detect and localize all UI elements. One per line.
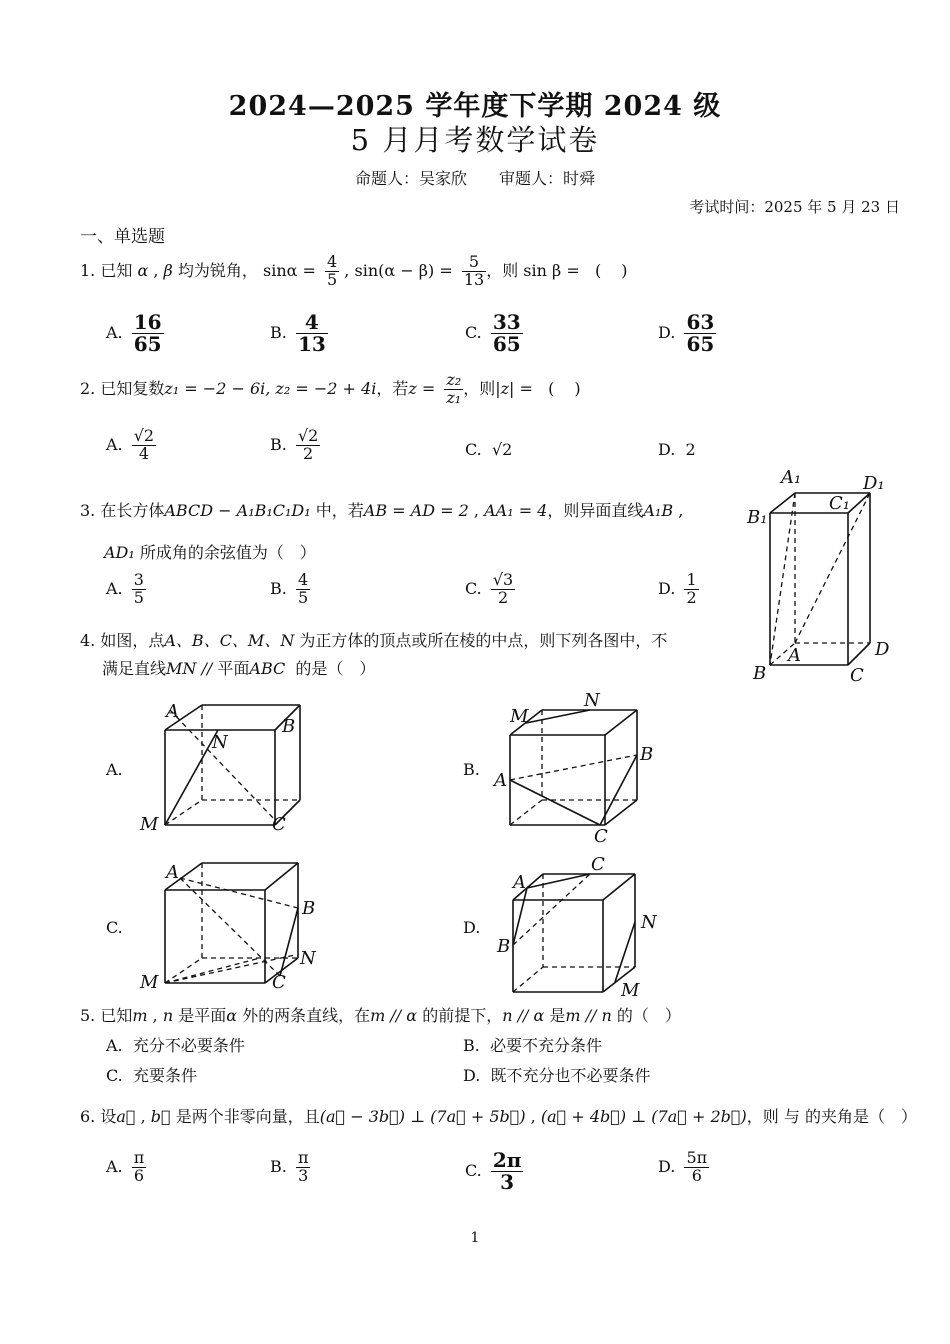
q4-figure-c [140, 858, 330, 998]
svg-text:N: N [584, 690, 600, 711]
svg-text:B: B [640, 744, 654, 765]
q4-option-a[interactable]: A. [106, 760, 123, 779]
label-C1: C₁ [829, 493, 850, 514]
q1-number: 1. [80, 260, 96, 280]
label-B: B [753, 663, 767, 684]
svg-text:C: C [591, 854, 605, 875]
q4-option-b[interactable]: B. [463, 760, 480, 779]
q5-option-b[interactable]: B. 必要不充分条件 [463, 1036, 603, 1055]
question-5: 5. 已知m , n 是平面α 外的两条直线，在m // α 的前提下，n // α 是m // n 的（ ） [80, 1006, 681, 1025]
q5-option-a[interactable]: A. 充分不必要条件 [106, 1036, 245, 1055]
q1-sin-alpha: sinα = [263, 260, 316, 280]
section-title: 一、单选题 [80, 227, 165, 247]
q1-stem-c: ，则 [486, 260, 519, 280]
label-D: D [875, 639, 890, 660]
svg-text:M: M [140, 972, 159, 993]
svg-text:M: M [510, 706, 529, 727]
q4-figure-b [490, 690, 665, 850]
q1-stem-a: 已知 [100, 260, 133, 280]
question-4-cont: 满足直线MN // 平面ABC 的是（ ） [102, 659, 376, 678]
q4-option-d[interactable]: D. [463, 918, 481, 937]
q1-sin-beta: sin β = [523, 260, 580, 280]
q6-option-b[interactable]: B. $\frac{\pi}{3}$ [270, 1148, 309, 1185]
question-2: 2. 已知复数z₁ = −2 − 6i, z₂ = −2 + 4i，若z = $\frac{\text{z₂}}{\text{z₁}}$ ，则|z| = ( ) [80, 370, 583, 407]
q3-option-d[interactable]: D. $\frac{1}{2}$ [658, 570, 697, 607]
page-number: 1 [470, 1230, 480, 1246]
svg-text:N: N [300, 948, 316, 969]
label-C: C [850, 665, 864, 686]
q6-option-d[interactable]: D. $\frac{5\pi}{6}$ [658, 1148, 708, 1185]
q3-box-figure [745, 465, 905, 690]
svg-text:M: M [140, 814, 159, 835]
svg-text:C: C [272, 814, 286, 835]
q2-option-b[interactable]: B. $\frac{√2}{2}$ [270, 426, 319, 463]
svg-text:A: A [494, 770, 507, 791]
q4-figure-d [495, 852, 675, 1002]
q2-option-a[interactable]: A. $\frac{√2}{4}$ [106, 426, 155, 463]
question-3: 3. 在长方体ABCD − A₁B₁C₁D₁ 中，若AB = AD = 2 , AA₁ = 4，则异面直线A₁B , [80, 501, 684, 520]
q1-frac1: $\frac{4}{5}$ [327, 252, 338, 289]
q1-option-d[interactable]: D. $\frac{63}{65}$ [658, 310, 715, 356]
q2-option-d[interactable]: D. 2 [658, 440, 696, 459]
q1-option-a[interactable]: A. $\frac{16}{65}$ [106, 310, 162, 356]
question-4: 4. 如图，点A、B、C、M、N 为正方体的顶点或所在棱的中点，则下列各图中，不 [80, 631, 668, 650]
svg-text:A: A [166, 862, 179, 883]
q1-stem-b: 均为锐角， [177, 260, 258, 280]
q1-option-b[interactable]: B. $\frac{4}{13}$ [270, 310, 326, 356]
q4-option-c[interactable]: C. [106, 918, 123, 937]
q6-option-c[interactable]: C. $\frac{2\pi}{3}$ [465, 1148, 522, 1194]
q3-option-c[interactable]: C. $\frac{√3}{2}$ [465, 570, 514, 607]
svg-text:A: A [513, 872, 526, 893]
label-D1: D₁ [863, 473, 885, 494]
question-3-cont: AD₁ 所成角的余弦值为（ ） [104, 543, 316, 562]
q1-option-c[interactable]: C. $\frac{33}{65}$ [465, 310, 521, 356]
svg-text:N: N [641, 912, 657, 933]
q1-paren: ( ) [595, 260, 630, 280]
q6-option-a[interactable]: A. $\frac{\pi}{6}$ [106, 1148, 145, 1185]
svg-text:C: C [272, 972, 286, 993]
q1-sin-diff: sin(α − β) = [354, 260, 453, 280]
exam-authors: 命题人：吴家欣 审题人：时舜 [354, 169, 595, 188]
label-A1: A₁ [781, 467, 802, 488]
question-1: 1. 已知 α , β 均为锐角， sinα = $\frac{4}{5}$ , sin(α − β) = $\frac{5}{13}$ ，则 sin β = ( ) [80, 252, 630, 289]
svg-text:A: A [166, 701, 179, 722]
q4-figure-a [140, 700, 310, 840]
svg-text:M: M [621, 980, 640, 1001]
label-A: A [788, 645, 801, 666]
q3-option-b[interactable]: B. $\frac{4}{5}$ [270, 570, 309, 607]
svg-text:B: B [497, 936, 511, 957]
svg-text:N: N [212, 732, 228, 753]
question-6: 6. 设a⃗ , b⃗ 是两个非零向量，且(a⃗ − 3b⃗) ⊥ (7a⃗ + 5b⃗) , (a⃗ + 4b⃗) ⊥ (7a⃗ + 2b⃗)，则 与 的夹角是（ ） [80, 1107, 917, 1126]
exam-title-line2: 5 月月考数学试卷 [350, 123, 600, 157]
exam-time: 考试时间：2025 年 5 月 23 日 [689, 198, 900, 216]
svg-text:B: B [302, 898, 316, 919]
q2-frac: $\frac{\text{z₂}}{\text{z₁}}$ [446, 370, 462, 407]
svg-text:C: C [594, 826, 608, 847]
exam-title-line1: 2024—2025 学年度下学期 2024 级 [228, 91, 722, 122]
label-B1: B₁ [747, 507, 768, 528]
q5-option-d[interactable]: D. 既不充分也不必要条件 [463, 1066, 651, 1085]
q2-expr: z₁ = −2 − 6i, z₂ = −2 + 4i [164, 378, 377, 398]
q5-option-c[interactable]: C. 充要条件 [106, 1066, 197, 1085]
svg-text:B: B [282, 716, 296, 737]
q3-option-a[interactable]: A. $\frac{3}{5}$ [106, 570, 144, 607]
q1-frac2: $\frac{5}{13}$ [463, 252, 485, 289]
q2-option-c[interactable]: C. √2 [465, 440, 513, 459]
